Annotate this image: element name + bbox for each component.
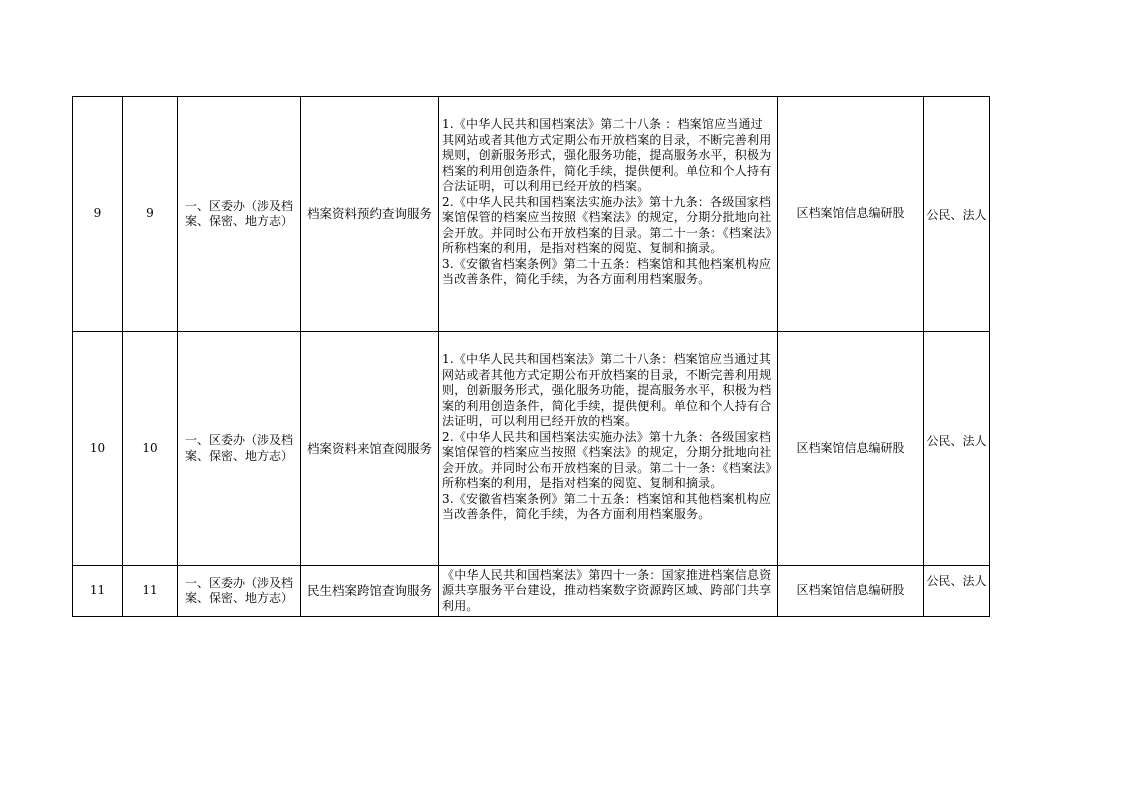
- legal-basis-cell: [439, 566, 778, 617]
- seq-cell: 9: [73, 97, 123, 332]
- unit-cell: 区档案馆信息编研股: [778, 332, 924, 566]
- subject-cell: [924, 332, 990, 566]
- table-row: [73, 97, 990, 332]
- subject-text: 公民、法人: [926, 434, 987, 448]
- subject-text: 公民、法人: [926, 208, 987, 222]
- unit-cell: 区档案馆信息编研股: [778, 97, 924, 332]
- seq-cell: 10: [73, 332, 123, 566]
- code-cell: 9: [123, 97, 178, 332]
- legal-basis-cell: [439, 332, 778, 566]
- legal-basis-text: 《中华人民共和国档案法》第四十一条：国家推进档案信息资源共享服务平台建设，推动档案数字资源跨区域、跨部门共享利用。: [442, 567, 772, 613]
- dept-cell: 一、区委办（涉及档案、保密、地方志）: [178, 97, 301, 332]
- legal-basis-text: 1.《中华人民共和国档案法》第二十八条 ：档案馆应当通过其网站或者其他方式定期公布开放档案的目录，不断完善利用规则，创新服务形式，强化服务功能，提高服务水平，积极为档案的利用创造条件，简化手续，提供便利。单位和个人持有合法证明，可以利用已经开放的档案。 2.《中华人民共和国档案法实施办法》第十九条：各级国家档案馆保管的档案应当按照《档案法》的规定，分期分批地向社会开放。并同时公布开放档案的目录。第二十一条：《档案法》所称档案的利用，是指对档案的阅览、复制和摘录。 3.《安徽省档案条例》第二十五条：档案馆和其他档案机构应当改善条件，简化手续，为各方面利用档案服务。: [442, 117, 772, 286]
- service-list-table: [72, 96, 990, 617]
- dept-cell: 一、区委办（涉及档案、保密、地方志）: [178, 566, 301, 617]
- table-row: [73, 566, 990, 617]
- table-row: [73, 332, 990, 566]
- subject-cell: [924, 97, 990, 332]
- item-name-cell: 民生档案跨馆查询服务: [301, 566, 439, 617]
- item-name-cell: 档案资料来馆查阅服务: [301, 332, 439, 566]
- dept-cell: 一、区委办（涉及档案、保密、地方志）: [178, 332, 301, 566]
- code-cell: 11: [123, 566, 178, 617]
- legal-basis-cell: [439, 97, 778, 332]
- code-cell: 10: [123, 332, 178, 566]
- item-name-cell: 档案资料预约查询服务: [301, 97, 439, 332]
- seq-cell: 11: [73, 566, 123, 617]
- subject-cell: [924, 566, 990, 617]
- unit-cell: 区档案馆信息编研股: [778, 566, 924, 617]
- subject-text: 公民、法人: [926, 574, 987, 588]
- legal-basis-text: 1.《中华人民共和国档案法》第二十八条：档案馆应当通过其网站或者其他方式定期公布开放档案的目录，不断完善利用规则，创新服务形式，强化服务功能，提高服务水平，积极为档案的利用创造条件，简化手续，提供便利。单位和个人持有合法证明，可以利用已经开放的档案。 2.《中华人民共和国档案法实施办法》第十九条：各级国家档案馆保管的档案应当按照《档案法》的规定，分期分批地向社会开放。并同时公布开放档案的目录。第二十一条：《档案法》所称档案的利用，是指对档案的阅览、复制和摘录。 3.《安徽省档案条例》第二十五条：档案馆和其他档案机构应当改善条件，简化手续，为各方面利用档案服务。: [442, 352, 772, 521]
